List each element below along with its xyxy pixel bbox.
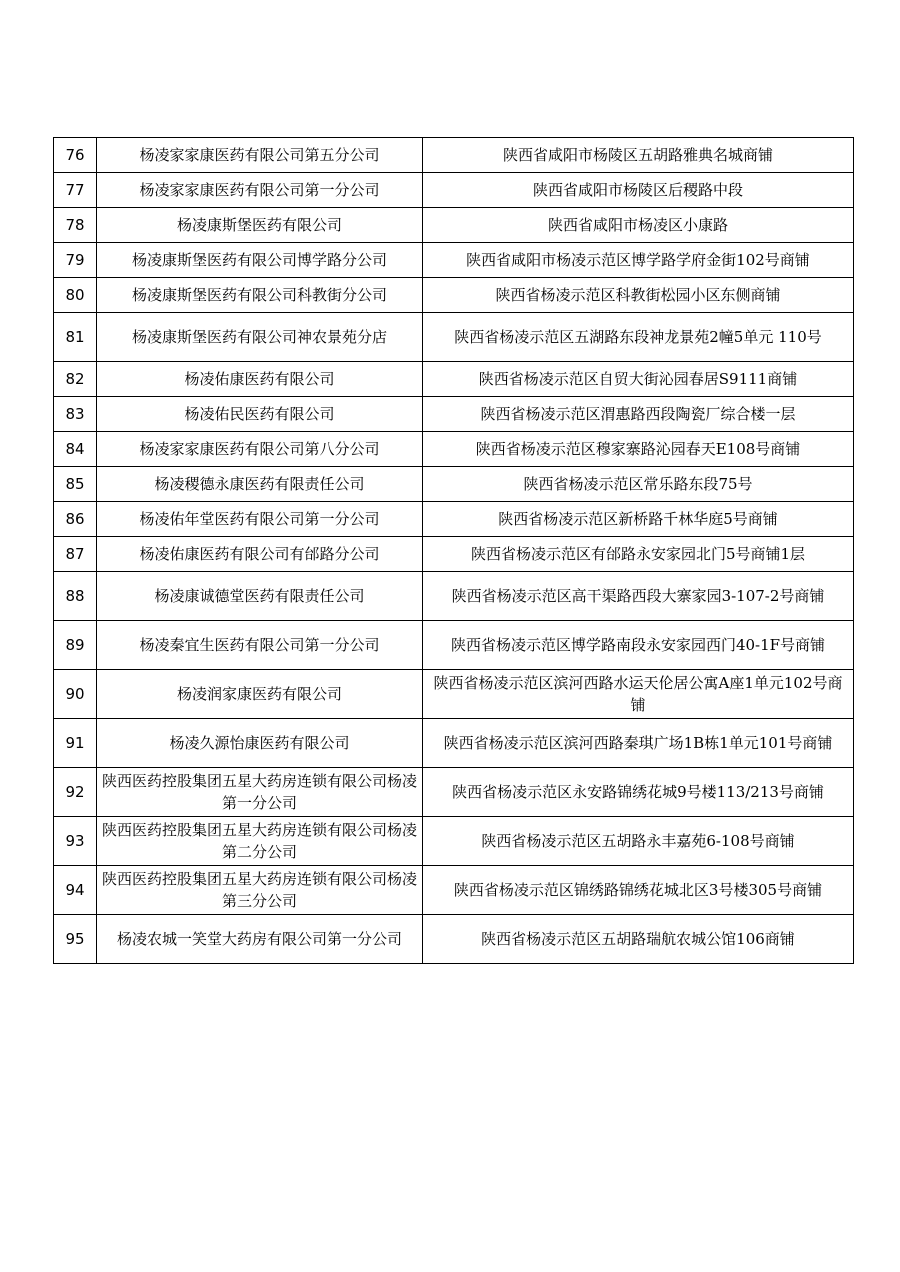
address-cell: 陕西省杨凌示范区高干渠路西段大寨家园3-107-2号商铺: [423, 572, 854, 621]
company-name-cell: 杨凌农城一笑堂大药房有限公司第一分公司: [97, 915, 423, 964]
table-row: [54, 243, 854, 278]
table-row: [54, 313, 854, 362]
pharmacy-list-table: [53, 137, 854, 964]
table-row: [54, 572, 854, 621]
company-name-cell: 杨凌康斯堡医药有限公司科教街分公司: [97, 278, 423, 313]
company-name-cell: 杨凌久源怡康医药有限公司: [97, 719, 423, 768]
address-cell: 陕西省咸阳市杨凌示范区博学路学府金街102号商铺: [423, 243, 854, 278]
company-name-cell: 杨凌秦宜生医药有限公司第一分公司: [97, 621, 423, 670]
row-number: 77: [54, 173, 97, 208]
company-name-cell: 杨凌家家康医药有限公司第一分公司: [97, 173, 423, 208]
address-cell: 陕西省咸阳市杨凌区小康路: [423, 208, 854, 243]
row-number: 91: [54, 719, 97, 768]
company-name-cell: 杨凌润家康医药有限公司: [97, 670, 423, 719]
row-number: 84: [54, 432, 97, 467]
table-row: [54, 915, 854, 964]
address-cell: 陕西省杨凌示范区五湖路东段神龙景苑2幢5单元 110号: [423, 313, 854, 362]
table-row: [54, 537, 854, 572]
address-cell: 陕西省杨凌示范区五胡路瑞航农城公馆106商铺: [423, 915, 854, 964]
address-cell: 陕西省咸阳市杨陵区五胡路雅典名城商铺: [423, 138, 854, 173]
address-cell: 陕西省杨凌示范区五胡路永丰嘉苑6-108号商铺: [423, 817, 854, 866]
table-row: [54, 362, 854, 397]
company-name-cell: 杨凌家家康医药有限公司第五分公司: [97, 138, 423, 173]
company-name-cell: 杨凌家家康医药有限公司第八分公司: [97, 432, 423, 467]
address-cell: 陕西省杨凌示范区渭惠路西段陶瓷厂综合楼一层: [423, 397, 854, 432]
row-number: 78: [54, 208, 97, 243]
row-number: 90: [54, 670, 97, 719]
address-cell: 陕西省杨凌示范区滨河西路秦琪广场1B栋1单元101号商铺: [423, 719, 854, 768]
table-row: [54, 502, 854, 537]
address-cell: 陕西省杨凌示范区有邰路永安家园北门5号商铺1层: [423, 537, 854, 572]
row-number: 94: [54, 866, 97, 915]
address-cell: 陕西省杨凌示范区永安路锦绣花城9号楼113/213号商铺: [423, 768, 854, 817]
table-row: [54, 621, 854, 670]
company-name-cell: 杨凌佑年堂医药有限公司第一分公司: [97, 502, 423, 537]
company-name-cell: 杨凌佑民医药有限公司: [97, 397, 423, 432]
table-row: [54, 397, 854, 432]
company-name-cell: 杨凌康斯堡医药有限公司: [97, 208, 423, 243]
table-row: [54, 138, 854, 173]
table-row: [54, 173, 854, 208]
row-number: 89: [54, 621, 97, 670]
company-name-cell: 杨凌康斯堡医药有限公司神农景苑分店: [97, 313, 423, 362]
table-row: [54, 817, 854, 866]
row-number: 83: [54, 397, 97, 432]
company-name-cell: 杨凌佑康医药有限公司有邰路分公司: [97, 537, 423, 572]
row-number: 86: [54, 502, 97, 537]
row-number: 88: [54, 572, 97, 621]
company-name-cell: 陕西医药控股集团五星大药房连锁有限公司杨凌第三分公司: [97, 866, 423, 915]
table-row: [54, 866, 854, 915]
row-number: 87: [54, 537, 97, 572]
address-cell: 陕西省杨凌示范区穆家寨路沁园春天E108号商铺: [423, 432, 854, 467]
table-row: [54, 208, 854, 243]
company-name-cell: 杨凌稷德永康医药有限责任公司: [97, 467, 423, 502]
table-body: [54, 138, 854, 964]
row-number: 79: [54, 243, 97, 278]
row-number: 93: [54, 817, 97, 866]
row-number: 95: [54, 915, 97, 964]
company-name-cell: 陕西医药控股集团五星大药房连锁有限公司杨凌第二分公司: [97, 817, 423, 866]
address-cell: 陕西省杨凌示范区滨河西路水运天伦居公寓A座1单元102号商铺: [423, 670, 854, 719]
table-row: [54, 670, 854, 719]
address-cell: 陕西省杨凌示范区博学路南段永安家园西门40-1F号商铺: [423, 621, 854, 670]
address-cell: 陕西省杨凌示范区科教街松园小区东侧商铺: [423, 278, 854, 313]
row-number: 81: [54, 313, 97, 362]
address-cell: 陕西省杨凌示范区新桥路千林华庭5号商铺: [423, 502, 854, 537]
address-cell: 陕西省咸阳市杨陵区后稷路中段: [423, 173, 854, 208]
address-cell: 陕西省杨凌示范区自贸大街沁园春居S9111商铺: [423, 362, 854, 397]
table-row: [54, 467, 854, 502]
company-name-cell: 陕西医药控股集团五星大药房连锁有限公司杨凌第一分公司: [97, 768, 423, 817]
row-number: 80: [54, 278, 97, 313]
row-number: 82: [54, 362, 97, 397]
row-number: 76: [54, 138, 97, 173]
company-name-cell: 杨凌佑康医药有限公司: [97, 362, 423, 397]
company-name-cell: 杨凌康诚德堂医药有限责任公司: [97, 572, 423, 621]
table-row: [54, 719, 854, 768]
company-name-cell: 杨凌康斯堡医药有限公司博学路分公司: [97, 243, 423, 278]
table-row: [54, 768, 854, 817]
row-number: 85: [54, 467, 97, 502]
table-row: [54, 278, 854, 313]
address-cell: 陕西省杨凌示范区锦绣路锦绣花城北区3号楼305号商铺: [423, 866, 854, 915]
row-number: 92: [54, 768, 97, 817]
address-cell: 陕西省杨凌示范区常乐路东段75号: [423, 467, 854, 502]
table-row: [54, 432, 854, 467]
